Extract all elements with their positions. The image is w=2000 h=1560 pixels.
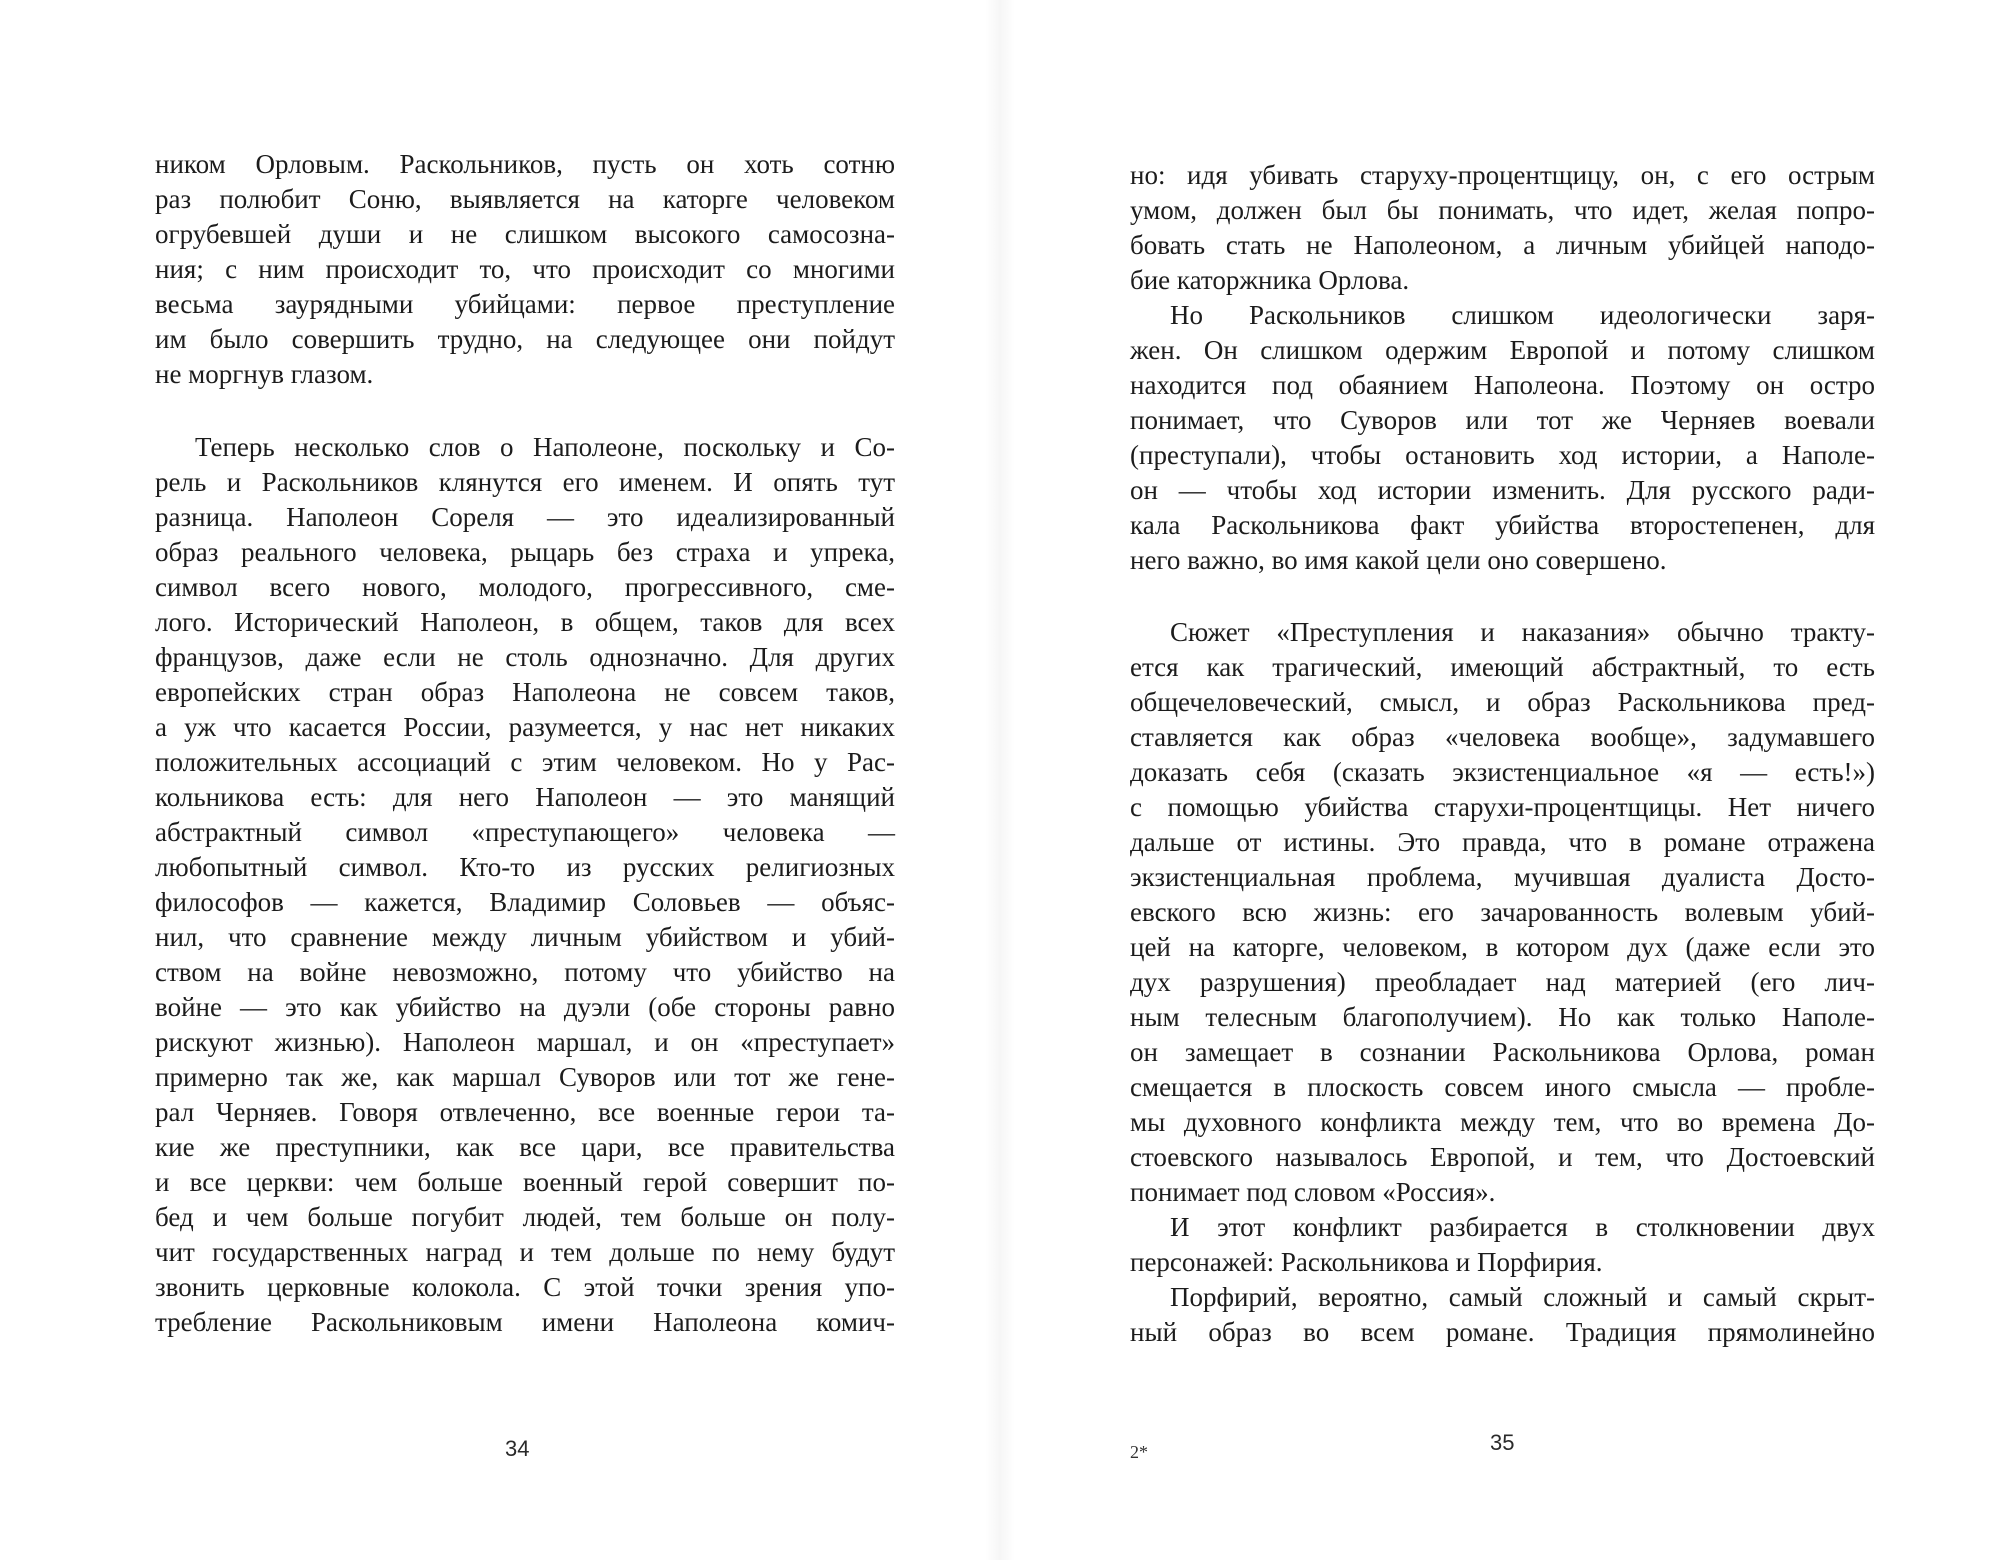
text-line: рал Черняев. Говоря отвлеченно, все военные герои та-: [155, 1097, 895, 1127]
page-number: 35: [1490, 1430, 1515, 1455]
text-line: войне — это как убийство на дуэли (обе стороны равно: [155, 992, 895, 1022]
text-line: ется как трагический, имеющий абстрактный, то есть: [1130, 652, 1875, 682]
text-line: понимает, что Суворов или тот же Черняев воевали: [1130, 405, 1875, 435]
left-paragraph-1: [155, 147, 895, 392]
text-line: мы духовного конфликта между тем, что во времена До-: [1130, 1107, 1875, 1137]
left-paragraph-2: [155, 430, 895, 1340]
text-line: евского всю жизнь: его зачарованность волевым убий-: [1130, 897, 1875, 927]
text-line: рель и Раскольников клянутся его именем. И опять тут: [155, 467, 895, 497]
text-line: ставляется как образ «человека вообще», задумавшего: [1130, 722, 1875, 752]
signature-mark: 2*: [1130, 1442, 1148, 1462]
text-line: бовать стать не Наполеоном, а личным убийцей наподо-: [1130, 230, 1875, 260]
text-line: дух разрушения) преобладает над материей (его лич-: [1130, 967, 1875, 997]
text-line: примерно так же, как маршал Суворов или тот же гене-: [155, 1062, 895, 1092]
text-line: доказать себя (сказать экзистенциальное «я — есть!»): [1130, 757, 1875, 787]
text-line: Сюжет «Преступления и наказания» обычно тракту-: [1170, 617, 1875, 647]
text-line: общечеловеческий, смысл, и образ Раскольникова пред-: [1130, 687, 1875, 717]
right-paragraph-4: [1130, 1210, 1875, 1280]
right-paragraph-5: [1130, 1280, 1875, 1350]
text-line: ством на войне невозможно, потому что убийство на: [155, 957, 895, 987]
text-line: экзистенциальная проблема, мучившая дуалиста Досто-: [1130, 862, 1875, 892]
text-line: а уж что касается России, разумеется, у нас нет никаких: [155, 712, 895, 742]
text-line: и все церкви: чем больше военный герой совершит по-: [155, 1167, 895, 1197]
text-line: умом, должен был бы понимать, что идет, желая попро-: [1130, 195, 1875, 225]
text-line: (преступали), чтобы остановить ход истории, а Наполе-: [1130, 440, 1875, 470]
right-paragraph-2: [1130, 298, 1875, 578]
text-line: кала Раскольникова факт убийства второстепенен, для: [1130, 510, 1875, 540]
text-line: ный образ во всем романе. Традиция прямолинейно: [1130, 1317, 1875, 1347]
text-line: разница. Наполеон Сореля — это идеализированный: [155, 502, 895, 532]
text-line: не моргнув глазом.: [155, 359, 374, 389]
text-line: огрубевшей души и не слишком высокого самосозна-: [155, 219, 895, 249]
text-line: символ всего нового, молодого, прогрессивного, сме-: [155, 572, 895, 602]
text-line: жен. Он слишком одержим Европой и потому слишком: [1130, 335, 1875, 365]
text-line: Порфирий, вероятно, самый сложный и самый скрыт-: [1170, 1282, 1875, 1312]
text-line: находится под обаянием Наполеона. Поэтому он остро: [1130, 370, 1875, 400]
text-line: смещается в плоскость совсем иного смысла — пробле-: [1130, 1072, 1875, 1102]
text-line: им было совершить трудно, на следующее они пойдут: [155, 324, 895, 354]
text-line: бед и чем больше погубит людей, тем больше он полу-: [155, 1202, 895, 1232]
text-line: он замещает в сознании Раскольникова Орлова, роман: [1130, 1037, 1875, 1067]
text-line: кие же преступники, как все цари, все правительства: [155, 1132, 895, 1162]
text-line: он — чтобы ход истории изменить. Для русского ради-: [1130, 475, 1875, 505]
text-line: звонить церковные колокола. С этой точки зрения упо-: [155, 1272, 895, 1302]
text-line: французов, даже если не столь однозначно. Для других: [155, 642, 895, 672]
text-line: него важно, во имя какой цели оно совершено.: [1130, 545, 1667, 575]
text-line: стоевского называлось Европой, и тем, что Достоевский: [1130, 1142, 1875, 1172]
text-line: нил, что сравнение между личным убийством и убий-: [155, 922, 895, 952]
text-line: бие каторжника Орлова.: [1130, 265, 1410, 295]
text-line: весьма заурядными убийцами: первое преступление: [155, 289, 895, 319]
text-line: цей на каторге, человеком, в котором дух (даже если это: [1130, 932, 1875, 962]
text-line: лого. Исторический Наполеон, в общем, таков для всех: [155, 607, 895, 637]
text-line: Теперь несколько слов о Наполеоне, поскольку и Со-: [195, 432, 895, 462]
text-line: абстрактный символ «преступающего» человека —: [155, 817, 895, 847]
text-line: чит государственных наград и тем дольше по нему будут: [155, 1237, 895, 1267]
right-paragraph-3: [1130, 615, 1875, 1210]
page-number: 34: [505, 1436, 530, 1461]
text-line: любопытный символ. Кто-то из русских религиозных: [155, 852, 895, 882]
text-line: И этот конфликт разбирается в столкновении двух: [1170, 1212, 1875, 1242]
text-line: раз полюбит Соню, выявляется на каторге человеком: [155, 184, 895, 214]
text-line: дальше от истины. Это правда, что в романе отражена: [1130, 827, 1875, 857]
text-line: ным телесным благополучием). Но как только Наполе-: [1130, 1002, 1875, 1032]
text-line: образ реального человека, рыцарь без страха и упрека,: [155, 537, 895, 567]
text-line: ния; с ним происходит то, что происходит со многими: [155, 254, 895, 284]
text-line: с помощью убийства старухи-процентщицы. Нет ничего: [1130, 792, 1875, 822]
text-line: европейских стран образ Наполеона не совсем таков,: [155, 677, 895, 707]
text-line: рискуют жизнью). Наполеон маршал, и он «преступает»: [155, 1027, 895, 1057]
right-page: [1000, 0, 2000, 1560]
text-line: ником Орловым. Раскольников, пусть он хоть сотню: [155, 149, 895, 179]
right-paragraph-1: [1130, 158, 1875, 298]
text-line: персонажей: Раскольникова и Порфирия.: [1130, 1247, 1603, 1277]
text-line: положительных ассоциаций с этим человеком. Но у Рас-: [155, 747, 895, 777]
text-line: Но Раскольников слишком идеологически заря-: [1170, 300, 1875, 330]
text-line: понимает под словом «Россия».: [1130, 1177, 1496, 1207]
text-line: но: идя убивать старуху-процентщицу, он, с его острым: [1130, 160, 1875, 190]
text-line: требление Раскольниковым имени Наполеона комич-: [155, 1307, 895, 1337]
text-line: философов — кажется, Владимир Соловьев — объяс-: [155, 887, 895, 917]
text-line: кольникова есть: для него Наполеон — это манящий: [155, 782, 895, 812]
